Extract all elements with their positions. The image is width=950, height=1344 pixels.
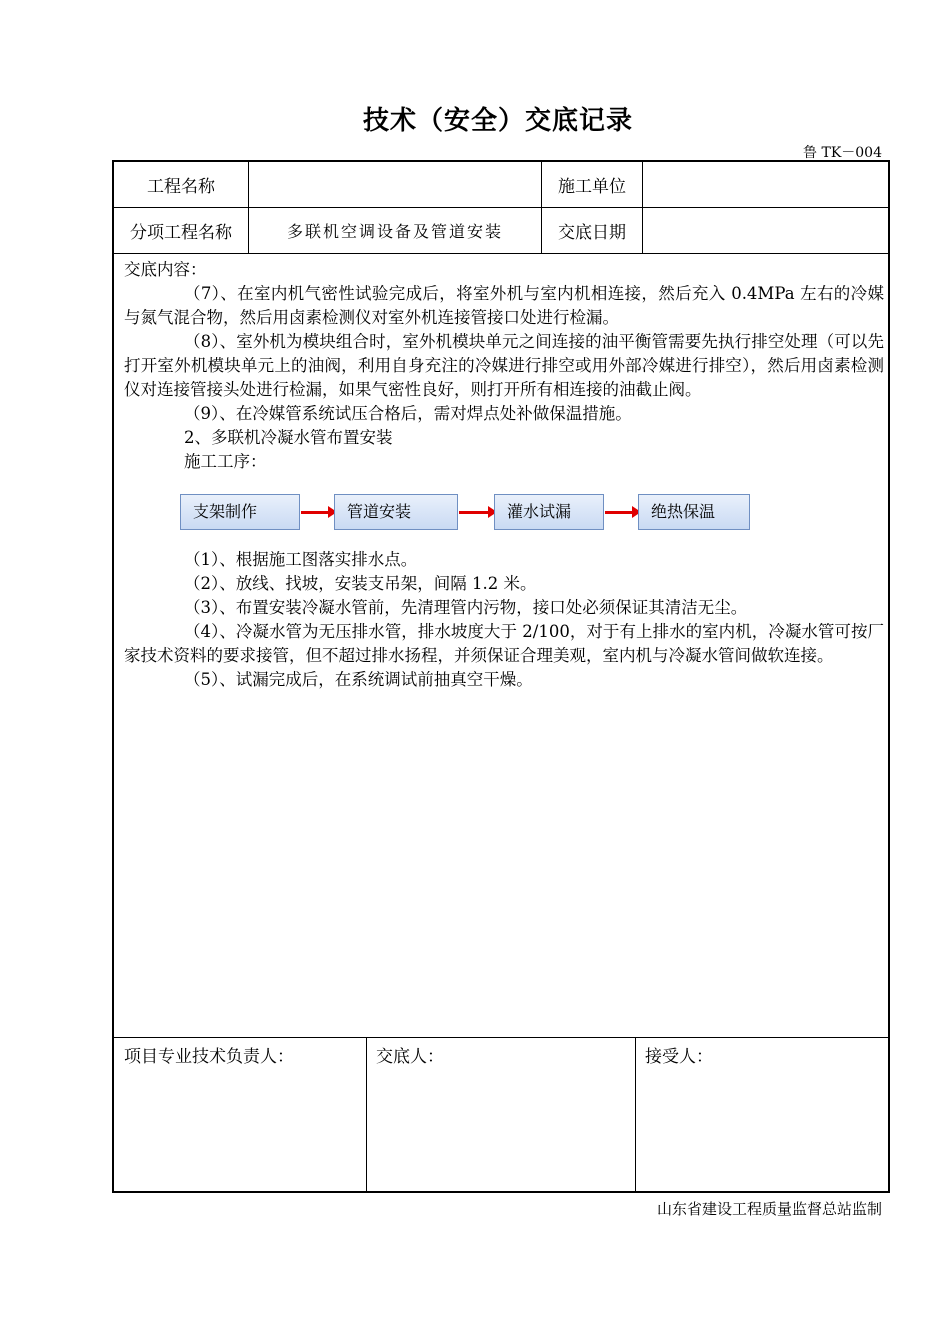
flow-step-insulation: 绝热保温 bbox=[638, 494, 750, 530]
construction-unit-field[interactable] bbox=[643, 162, 888, 207]
flow-arrow bbox=[605, 511, 633, 514]
step-1: （1）、根据施工图落实排水点。 bbox=[184, 550, 418, 569]
content-item-9: （9）、在冷媒管系统试压合格后，需对焊点处补做保温措施。 bbox=[184, 404, 632, 423]
sub-project-label: 分项工程名称 bbox=[130, 223, 232, 243]
flow-arrow bbox=[459, 511, 489, 514]
row-divider bbox=[114, 253, 888, 254]
construction-unit-label: 施工单位 bbox=[558, 177, 626, 197]
col-divider bbox=[635, 1037, 636, 1193]
page-title: 技术（安全）交底记录 bbox=[362, 106, 633, 136]
discloser-signature-label: 交底人： bbox=[376, 1047, 444, 1067]
disclosure-content bbox=[124, 258, 884, 692]
form-number: 鲁 TK－004 bbox=[803, 145, 882, 161]
step-5: （5）、试漏完成后，在系统调试前抽真空干燥。 bbox=[184, 670, 533, 689]
signature-divider bbox=[114, 1037, 888, 1038]
project-name-label: 工程名称 bbox=[147, 177, 215, 197]
project-name-field[interactable] bbox=[249, 162, 541, 207]
flow-step-leak-test: 灌水试漏 bbox=[494, 494, 604, 530]
step-2: （2）、放线、找坡，安装支吊架，间隔 1.2 米。 bbox=[184, 574, 537, 593]
disclosure-form bbox=[112, 160, 890, 1193]
content-heading: 交底内容： bbox=[124, 260, 207, 279]
flow-step-pipe-install: 管道安装 bbox=[334, 494, 458, 530]
flow-arrow bbox=[301, 511, 329, 514]
footer-issuer: 山东省建设工程质量监督总站监制 bbox=[656, 1200, 882, 1218]
section-2-heading: 2、多联机冷凝水管布置安装 bbox=[184, 428, 393, 447]
process-label: 施工工序： bbox=[184, 452, 267, 471]
disclosure-date-label: 交底日期 bbox=[558, 223, 626, 243]
step-4: （4）、冷凝水管为无压排水管，排水坡度大于 2/100，对于有上排水的室内机，冷凝水管可按厂家技术资料的要求接管，但不超过排水扬程，并须保证合理美观，室内机与冷凝水管间做软连接。 bbox=[124, 622, 884, 665]
col-divider bbox=[366, 1037, 367, 1193]
content-item-8: （8）、室外机为模块组合时，室外机模块单元之间连接的油平衡管需要先执行排空处理（可以先打开室外机模块单元上的油阀，利用自身充注的冷媒进行排空或用外部冷媒进行排空），然后用卤素检测仪对连接管接头处进行检漏，如果气密性良好，则打开所有相连接的油截止阀。 bbox=[124, 332, 884, 399]
sub-project-field[interactable]: 多联机空调设备及管道安装 bbox=[286, 222, 503, 241]
content-item-7: （7）、在室内机气密性试验完成后，将室外机与室内机相连接，然后充入 0.4MPa 左右的冷媒与氮气混合物，然后用卤素检测仪对室外机连接管接口处进行检漏。 bbox=[124, 284, 884, 327]
disclosure-date-field[interactable] bbox=[643, 208, 888, 253]
receiver-signature-label: 接受人： bbox=[645, 1047, 713, 1067]
process-flowchart bbox=[124, 484, 884, 544]
tech-lead-signature-label: 项目专业技术负责人： bbox=[124, 1047, 294, 1067]
flow-step-bracket: 支架制作 bbox=[180, 494, 300, 530]
step-3: （3）、布置安装冷凝水管前，先清理管内污物，接口处必须保证其清洁无尘。 bbox=[184, 598, 748, 617]
